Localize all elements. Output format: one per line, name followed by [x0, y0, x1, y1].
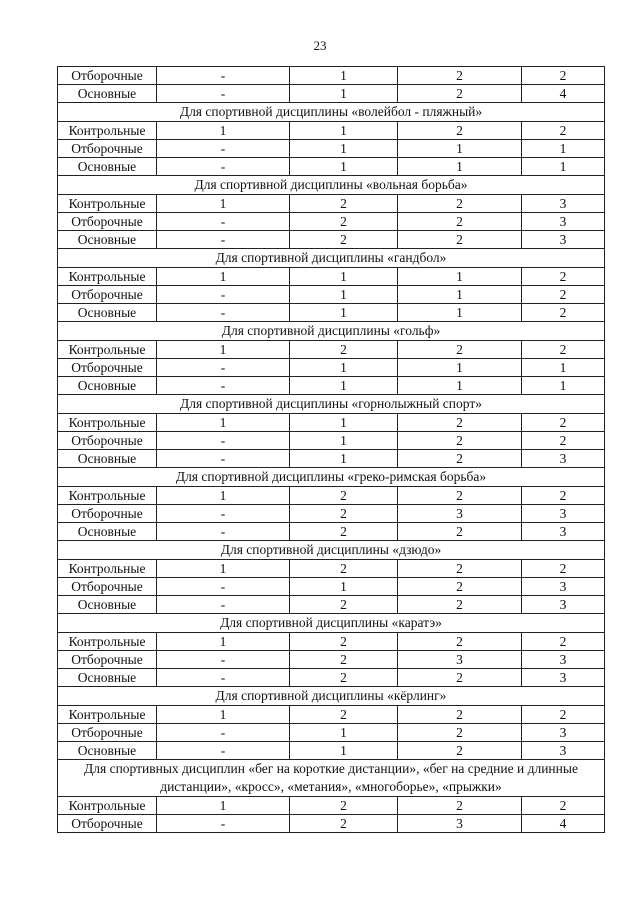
count-cell: 1 [398, 304, 522, 322]
count-cell: 2 [290, 523, 398, 541]
table-row [58, 724, 605, 742]
stage-label: Основные [58, 669, 157, 687]
count-cell: 1 [290, 67, 398, 85]
count-cell: 2 [398, 195, 522, 213]
discipline-heading-row [58, 760, 605, 797]
count-cell: 2 [398, 633, 522, 651]
count-cell: 2 [398, 724, 522, 742]
discipline-heading-row [58, 249, 605, 268]
table-row [58, 706, 605, 724]
count-cell: 2 [398, 85, 522, 103]
count-cell: 2 [290, 651, 398, 669]
table-row [58, 450, 605, 468]
count-cell: - [157, 651, 290, 669]
table-row [58, 742, 605, 760]
count-cell: 2 [398, 67, 522, 85]
discipline-heading: Для спортивной дисциплины «каратэ» [58, 614, 605, 633]
stage-label: Основные [58, 231, 157, 249]
table-row [58, 140, 605, 158]
count-cell: 2 [290, 505, 398, 523]
discipline-heading-row [58, 322, 605, 341]
count-cell: 2 [522, 268, 605, 286]
table-row [58, 359, 605, 377]
count-cell: 2 [398, 122, 522, 140]
count-cell: 3 [522, 505, 605, 523]
count-cell: 1 [522, 377, 605, 395]
count-cell: 3 [522, 450, 605, 468]
table-row [58, 414, 605, 432]
stage-label: Отборочные [58, 286, 157, 304]
count-cell: - [157, 213, 290, 231]
discipline-heading: Для спортивной дисциплины «гандбол» [58, 249, 605, 268]
discipline-heading: Для спортивных дисциплин «бег на короткие дистанции», «бег на средние и длинные дистанции», «кросс», «метания», «многоборье», «прыжки» [58, 760, 605, 797]
count-cell: - [157, 596, 290, 614]
discipline-heading: Для спортивной дисциплины «горнолыжный спорт» [58, 395, 605, 414]
count-cell: 2 [522, 67, 605, 85]
count-cell: 2 [290, 669, 398, 687]
count-cell: 2 [398, 487, 522, 505]
count-cell: 2 [522, 633, 605, 651]
count-cell: 3 [522, 213, 605, 231]
count-cell: - [157, 432, 290, 450]
table-row [58, 505, 605, 523]
discipline-heading: Для спортивной дисциплины «дзюдо» [58, 541, 605, 560]
count-cell: 2 [522, 432, 605, 450]
count-cell: 2 [398, 578, 522, 596]
count-cell: - [157, 669, 290, 687]
discipline-heading: Для спортивной дисциплины «волейбол - пляжный» [58, 103, 605, 122]
count-cell: - [157, 158, 290, 176]
count-cell: 1 [157, 560, 290, 578]
stage-label: Контрольные [58, 487, 157, 505]
count-cell: 1 [157, 195, 290, 213]
stage-label: Основные [58, 304, 157, 322]
count-cell: 1 [290, 578, 398, 596]
count-cell: 1 [522, 359, 605, 377]
stage-label: Отборочные [58, 67, 157, 85]
table-row [58, 195, 605, 213]
count-cell: 1 [290, 377, 398, 395]
count-cell: 2 [398, 341, 522, 359]
stage-label: Отборочные [58, 432, 157, 450]
discipline-heading: Для спортивной дисциплины «вольная борьба» [58, 176, 605, 195]
count-cell: - [157, 140, 290, 158]
table-row [58, 797, 605, 815]
count-cell: 3 [398, 815, 522, 833]
table-row [58, 596, 605, 614]
count-cell: 1 [398, 359, 522, 377]
stage-label: Отборочные [58, 578, 157, 596]
stage-label: Основные [58, 523, 157, 541]
stage-label: Отборочные [58, 651, 157, 669]
count-cell: 2 [398, 560, 522, 578]
stage-label: Контрольные [58, 414, 157, 432]
discipline-heading: Для спортивной дисциплины «гольф» [58, 322, 605, 341]
discipline-heading-row [58, 541, 605, 560]
count-cell: 2 [398, 414, 522, 432]
table-row [58, 377, 605, 395]
count-cell: 2 [290, 231, 398, 249]
count-cell: 1 [157, 414, 290, 432]
count-cell: - [157, 67, 290, 85]
table-row [58, 158, 605, 176]
table-row [58, 231, 605, 249]
count-cell: 2 [290, 633, 398, 651]
count-cell: 4 [522, 85, 605, 103]
count-cell: 2 [398, 213, 522, 231]
table-row [58, 268, 605, 286]
count-cell: 1 [290, 158, 398, 176]
discipline-heading-row [58, 614, 605, 633]
stage-label: Основные [58, 742, 157, 760]
count-cell: - [157, 523, 290, 541]
count-cell: 1 [290, 724, 398, 742]
stage-label: Контрольные [58, 268, 157, 286]
discipline-heading: Для спортивной дисциплины «кёрлинг» [58, 687, 605, 706]
discipline-heading-row [58, 103, 605, 122]
table-row [58, 578, 605, 596]
table-row [58, 341, 605, 359]
count-cell: 1 [157, 487, 290, 505]
count-cell: 1 [157, 633, 290, 651]
count-cell: 4 [522, 815, 605, 833]
table-row [58, 633, 605, 651]
count-cell: 1 [398, 140, 522, 158]
count-cell: - [157, 505, 290, 523]
count-cell: 3 [522, 195, 605, 213]
count-cell: 1 [522, 140, 605, 158]
count-cell: 2 [398, 669, 522, 687]
count-cell: 3 [522, 724, 605, 742]
count-cell: - [157, 742, 290, 760]
discipline-heading: Для спортивной дисциплины «греко-римская борьба» [58, 468, 605, 487]
table-row [58, 122, 605, 140]
count-cell: - [157, 450, 290, 468]
count-cell: 2 [398, 231, 522, 249]
stage-label: Контрольные [58, 797, 157, 815]
stage-label: Отборочные [58, 140, 157, 158]
count-cell: 2 [290, 195, 398, 213]
stage-label: Отборочные [58, 815, 157, 833]
stage-label: Основные [58, 377, 157, 395]
count-cell: 1 [157, 122, 290, 140]
count-cell: - [157, 304, 290, 322]
count-cell: 1 [290, 85, 398, 103]
discipline-heading-row [58, 468, 605, 487]
count-cell: 1 [157, 268, 290, 286]
count-cell: 1 [290, 742, 398, 760]
count-cell: 3 [522, 578, 605, 596]
count-cell: 2 [398, 742, 522, 760]
stage-label: Основные [58, 85, 157, 103]
count-cell: 1 [157, 706, 290, 724]
count-cell: 3 [522, 596, 605, 614]
count-cell: 1 [398, 158, 522, 176]
table-row [58, 560, 605, 578]
count-cell: 2 [290, 797, 398, 815]
count-cell: 2 [398, 706, 522, 724]
stage-label: Основные [58, 450, 157, 468]
count-cell: - [157, 85, 290, 103]
table-row [58, 304, 605, 322]
count-cell: 2 [522, 487, 605, 505]
table-row [58, 815, 605, 833]
count-cell: 3 [522, 651, 605, 669]
count-cell: 2 [290, 815, 398, 833]
count-cell: 1 [290, 268, 398, 286]
stage-label: Основные [58, 158, 157, 176]
stage-label: Отборочные [58, 505, 157, 523]
count-cell: 2 [522, 304, 605, 322]
count-cell: 1 [290, 450, 398, 468]
count-cell: 3 [522, 669, 605, 687]
table-body [58, 67, 605, 833]
count-cell: - [157, 815, 290, 833]
count-cell: 2 [290, 706, 398, 724]
stage-label: Контрольные [58, 195, 157, 213]
count-cell: - [157, 231, 290, 249]
stage-label: Контрольные [58, 560, 157, 578]
stage-label: Отборочные [58, 359, 157, 377]
count-cell: 3 [522, 523, 605, 541]
count-cell: 1 [290, 140, 398, 158]
table-row [58, 67, 605, 85]
count-cell: 2 [522, 797, 605, 815]
table-row [58, 523, 605, 541]
stage-label: Контрольные [58, 122, 157, 140]
page-number: 23 [313, 38, 327, 53]
table-row [58, 213, 605, 231]
count-cell: 2 [290, 596, 398, 614]
count-cell: 1 [290, 359, 398, 377]
count-cell: 2 [290, 560, 398, 578]
count-cell: 2 [398, 596, 522, 614]
count-cell: 3 [398, 505, 522, 523]
count-cell: - [157, 286, 290, 304]
count-cell: 3 [522, 231, 605, 249]
discipline-heading-row [58, 687, 605, 706]
discipline-heading-row [58, 395, 605, 414]
count-cell: 2 [522, 706, 605, 724]
count-cell: 1 [398, 268, 522, 286]
table-row [58, 432, 605, 450]
stage-label: Контрольные [58, 341, 157, 359]
count-cell: 1 [290, 122, 398, 140]
count-cell: 2 [522, 286, 605, 304]
count-cell: - [157, 578, 290, 596]
count-cell: - [157, 724, 290, 742]
count-cell: 1 [522, 158, 605, 176]
count-cell: 2 [398, 797, 522, 815]
count-cell: 2 [522, 560, 605, 578]
count-cell: - [157, 377, 290, 395]
table-row [58, 286, 605, 304]
count-cell: 1 [290, 414, 398, 432]
count-cell: 1 [290, 286, 398, 304]
count-cell: 2 [522, 414, 605, 432]
table-row [58, 651, 605, 669]
stage-label: Основные [58, 596, 157, 614]
competitions-table [57, 66, 605, 833]
table-row [58, 669, 605, 687]
count-cell: 2 [522, 341, 605, 359]
count-cell: 1 [398, 286, 522, 304]
count-cell: 2 [398, 523, 522, 541]
count-cell: 1 [398, 377, 522, 395]
count-cell: 1 [290, 304, 398, 322]
count-cell: 2 [398, 450, 522, 468]
stage-label: Контрольные [58, 633, 157, 651]
count-cell: 2 [398, 432, 522, 450]
count-cell: 2 [522, 122, 605, 140]
stage-label: Отборочные [58, 213, 157, 231]
count-cell: 1 [157, 341, 290, 359]
table-row [58, 85, 605, 103]
count-cell: 3 [398, 651, 522, 669]
count-cell: 2 [290, 341, 398, 359]
table-row [58, 487, 605, 505]
discipline-heading-row [58, 176, 605, 195]
count-cell: 3 [522, 742, 605, 760]
count-cell: 1 [157, 797, 290, 815]
count-cell: 1 [290, 432, 398, 450]
count-cell: - [157, 359, 290, 377]
stage-label: Контрольные [58, 706, 157, 724]
count-cell: 2 [290, 213, 398, 231]
count-cell: 2 [290, 487, 398, 505]
stage-label: Отборочные [58, 724, 157, 742]
